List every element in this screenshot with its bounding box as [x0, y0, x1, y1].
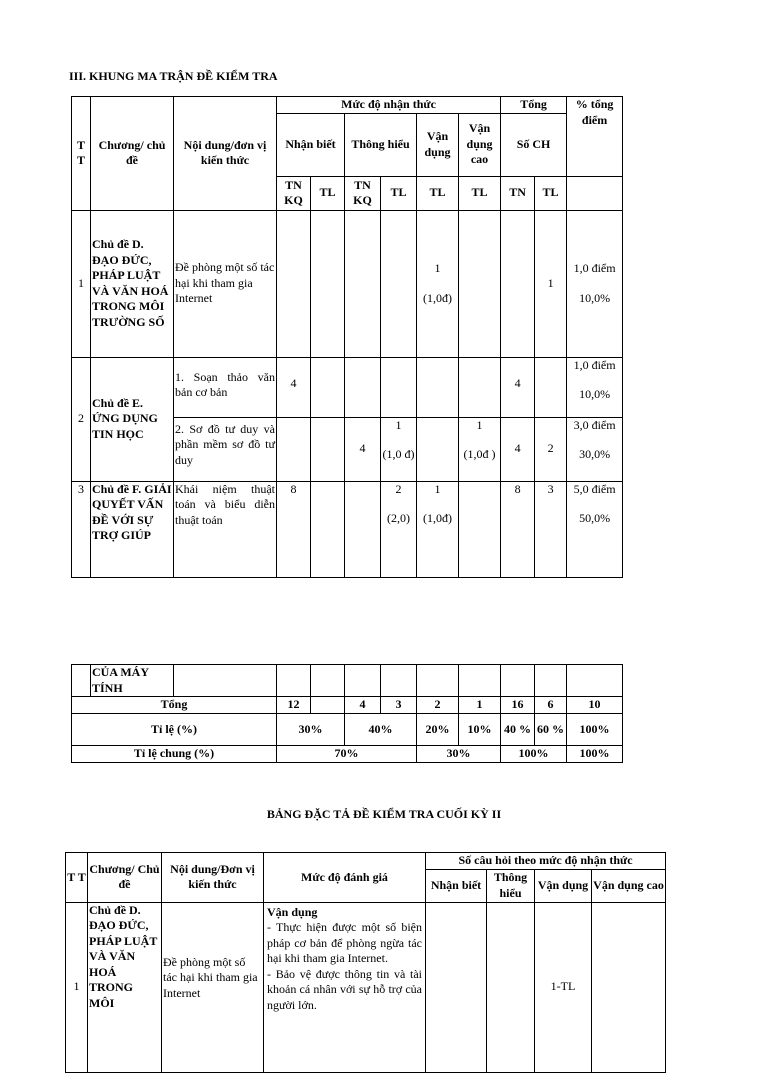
spec-header-tt: T T	[66, 853, 88, 903]
row-chuong-tail: CỦA MÁY TÍNH	[91, 665, 174, 697]
overall-c: 100%	[501, 746, 567, 763]
section-title: III. KHUNG MA TRẬN ĐỀ KIỂM TRA	[69, 69, 278, 83]
spec-row-chuong: Chủ đề D. ĐẠO ĐỨC, PHÁP LUẬT VÀ VĂN HOÁ TRONG MÔI	[88, 902, 162, 1072]
row-noidung: Đề phòng một số tác hại khi tham gia Internet	[174, 210, 277, 357]
spec-row-noidung: Đề phòng một số tác hại khi tham gia Internet	[162, 902, 264, 1072]
total-value	[311, 697, 345, 714]
ratio-vdc: 10%	[459, 714, 501, 746]
total-value: 3	[381, 697, 417, 714]
overall-d: 100%	[567, 746, 623, 763]
header-tnkq: TN KQ	[345, 176, 381, 210]
ratio-label: Tỉ lệ (%)	[72, 714, 277, 746]
ratio-row	[72, 714, 623, 746]
cell-vdcao: 1 (1,0đ )	[459, 417, 501, 481]
cell-tl: 2	[535, 417, 567, 481]
total-value: 4	[345, 697, 381, 714]
table-row	[72, 210, 623, 357]
ratio-tn: 40 %	[501, 714, 535, 746]
table-row	[72, 481, 623, 577]
header-tn: TN	[501, 176, 535, 210]
cell-tl: 1	[535, 210, 567, 357]
header-nhanbiet: Nhận biết	[277, 113, 345, 176]
spec-header-th: Thông hiểu	[487, 869, 535, 902]
cell-tn: 4	[501, 357, 535, 417]
cell-thonghieu-tl: 2 (2,0)	[381, 481, 417, 577]
total-value: 16	[501, 697, 535, 714]
matrix-table	[71, 96, 623, 578]
header-tl: TL	[417, 176, 459, 210]
cell-thonghieu-tn: 4	[345, 417, 381, 481]
spec-header-chuong: Chương/ Chủ đề	[88, 853, 162, 903]
header-tl: TL	[459, 176, 501, 210]
row-noidung: Khái niệm thuật toán và biểu diễn thuật toán	[174, 481, 277, 577]
row-chuong: Chủ đề D. ĐẠO ĐỨC, PHÁP LUẬT VÀ VĂN HOÁ TRONG MÔI TRƯỜNG SỐ	[91, 210, 174, 357]
header-soch: Số CH	[501, 113, 567, 176]
header-chuong: Chương/ chủ đề	[91, 97, 174, 211]
header-tl: TL	[311, 176, 345, 210]
total-value: 10	[567, 697, 623, 714]
row-chuong: Chủ đề F. GIẢI QUYẾT VẤN ĐỀ VỚI SỰ TRỢ GIÚP	[91, 481, 174, 577]
header-tl: TL	[381, 176, 417, 210]
header-vandung: Vận dụng	[417, 113, 459, 176]
header-tl: TL	[535, 176, 567, 210]
header-tnkq: TN KQ	[277, 176, 311, 210]
ratio-nb: 30%	[277, 714, 345, 746]
header-noidung: Nội dung/đơn vị kiến thức	[174, 97, 277, 211]
overall-b: 30%	[417, 746, 501, 763]
total-row	[72, 697, 623, 714]
spec-header-socau: Số câu hỏi theo mức độ nhận thức	[426, 853, 666, 870]
cell-thonghieu-tl: 1 (1,0 đ)	[381, 417, 417, 481]
table-row	[72, 665, 623, 697]
row-tt: 3	[72, 481, 91, 577]
spec-header-vdc: Vận dụng cao	[592, 869, 666, 902]
total-value: 1	[459, 697, 501, 714]
header-tong: Tổng	[501, 97, 567, 114]
spec-row-mucdo: Vận dụng - Thực hiện được một số biện pháp cơ bản để phòng ngừa tác hại khi tham gia Internet. - Bảo vệ được thông tin và tài khoản cá nhân với sự hỗ trợ của người lớn.	[264, 902, 426, 1072]
header-thonghieu: Thông hiểu	[345, 113, 417, 176]
overall-a: 70%	[277, 746, 417, 763]
row-tt: 1	[72, 210, 91, 357]
ratio-total: 100%	[567, 714, 623, 746]
overall-label: Tỉ lệ chung (%)	[72, 746, 277, 763]
overall-ratio-row	[72, 746, 623, 763]
spec-cell-vd: 1-TL	[535, 902, 592, 1072]
table-row	[66, 902, 666, 1072]
row-noidung: 2. Sơ đồ tư duy và phần mềm sơ đồ tư duy	[174, 417, 277, 481]
row-noidung: 1. Soạn thảo văn bản cơ bản	[174, 357, 277, 417]
cell-vandung: 1 (1,0đ)	[417, 481, 459, 577]
cell-nhanbiet: 4	[277, 357, 311, 417]
spec-table	[65, 852, 666, 1073]
ratio-tl: 60 %	[535, 714, 567, 746]
spec-header-mucdo: Mức độ đánh giá	[264, 853, 426, 903]
spec-row-tt: 1	[66, 902, 88, 1072]
spec-header-noidung: Nội dung/Đơn vị kiến thức	[162, 853, 264, 903]
ratio-vd: 20%	[417, 714, 459, 746]
cell-vandung: 1 (1,0đ)	[417, 210, 459, 357]
spec-title: BẢNG ĐẶC TẢ ĐỀ KIỂM TRA CUỐI KỲ II	[266, 807, 502, 821]
header-tt: T T	[72, 97, 91, 211]
total-value: 6	[535, 697, 567, 714]
header-mucdo: Mức độ nhận thức	[277, 97, 501, 114]
total-value: 12	[277, 697, 311, 714]
total-value: 2	[417, 697, 459, 714]
header-vdcao: Vận dụng cao	[459, 113, 501, 176]
row-tt: 2	[72, 357, 91, 481]
cell-pct: 1,0 điểm 10,0%	[567, 357, 623, 417]
cell-nhanbiet: 8	[277, 481, 311, 577]
cell-pct: 3,0 điểm 30,0%	[567, 417, 623, 481]
cell-pct: 5,0 điểm 50,0%	[567, 481, 623, 577]
total-label: Tổng	[72, 697, 277, 714]
table-row	[72, 357, 623, 417]
header-pct: % tổng điểm	[567, 97, 623, 177]
spec-header-nb: Nhận biết	[426, 869, 487, 902]
cell-tn: 8	[501, 481, 535, 577]
cell-pct: 1,0 điểm 10,0%	[567, 210, 623, 357]
cell-tl: 3	[535, 481, 567, 577]
spec-header-vd: Vận dụng	[535, 869, 592, 902]
matrix-table-continued	[71, 664, 623, 763]
ratio-th: 40%	[345, 714, 417, 746]
row-chuong: Chủ đề E. ỨNG DỤNG TIN HỌC	[91, 357, 174, 481]
cell-tn: 4	[501, 417, 535, 481]
